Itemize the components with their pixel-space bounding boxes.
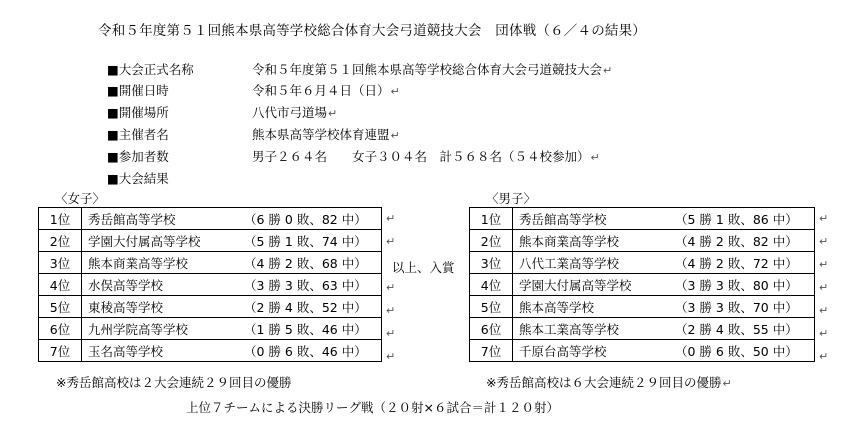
return-mark: ↵ <box>386 304 396 317</box>
school-cell: 秀岳館高等学校 （5 勝 1 敗、86 中） <box>513 208 815 230</box>
rank-cell: 6位 <box>39 318 82 340</box>
boys-results-table <box>469 207 815 362</box>
return-mark: ↵ <box>386 327 396 340</box>
rank-cell: 3位 <box>39 252 82 274</box>
return-mark: ↵ <box>819 304 829 317</box>
return-mark: ↵ <box>590 151 600 164</box>
info-value-name: 令和５年度第５１回熊本県高等学校総合体育大会弓道競技大会↵ <box>252 62 613 77</box>
return-mark: ↵ <box>386 350 396 363</box>
girls-label: 〈女子〉 <box>55 191 106 206</box>
table-row <box>470 274 815 296</box>
school-cell: 水俣高等学校 （3 勝 3 敗、63 中） <box>82 274 382 296</box>
record-text: （3 勝 3 敗、63 中） <box>244 277 367 293</box>
table-row <box>39 252 382 274</box>
table-row <box>39 340 382 362</box>
table-row <box>470 296 815 318</box>
final-league-note: 上位７チームによる決勝リーグ戦（２０射×６試合＝計１２０射） <box>186 400 559 415</box>
school-cell: 千原台高等学校 （0 勝 6 敗、50 中） <box>513 340 815 362</box>
school-cell: 熊本工業高等学校 （2 勝 4 敗、55 中） <box>513 318 815 340</box>
rank-cell: 2位 <box>39 230 82 252</box>
school-cell: 八代工業高等学校 （4 勝 2 敗、72 中） <box>513 252 815 274</box>
table-row <box>470 230 815 252</box>
girls-note: ※秀岳館高校は２大会連続２９回目の優勝 <box>56 375 292 390</box>
record-text: （0 勝 6 敗、50 中） <box>675 343 798 359</box>
return-mark: ↵ <box>386 235 396 248</box>
return-mark: ↵ <box>722 377 732 390</box>
table-row <box>470 252 815 274</box>
rank-cell: 1位 <box>39 208 82 230</box>
rank-cell: 4位 <box>39 274 82 296</box>
info-label-name: ■大会正式名称 <box>107 62 194 77</box>
return-mark: ↵ <box>390 85 400 98</box>
boys-note: ※秀岳館高校は６大会連続２９回目の優勝↵ <box>486 375 732 390</box>
record-text: （5 勝 1 敗、74 中） <box>244 233 367 249</box>
return-mark: ↵ <box>819 212 829 225</box>
school-cell: 学園大付属高等学校 （5 勝 1 敗、74 中） <box>82 230 382 252</box>
school-cell: 九州学院高等学校 （1 勝 5 敗、46 中） <box>82 318 382 340</box>
table-row <box>39 296 382 318</box>
info-label-participants: ■参加者数 <box>107 149 169 164</box>
table-row <box>470 318 815 340</box>
results-heading: ■大会結果 <box>107 171 169 186</box>
girls-results-table <box>38 207 382 362</box>
boys-label: 〈男子〉 <box>486 191 537 206</box>
record-text: （6 勝 0 敗、82 中） <box>244 211 367 227</box>
info-value-venue: 八代市弓道場↵ <box>252 105 338 120</box>
record-text: （4 勝 2 敗、82 中） <box>675 233 798 249</box>
table-row <box>39 208 382 230</box>
record-text: （5 勝 1 敗、86 中） <box>675 211 798 227</box>
school-cell: 熊本商業高等学校 （4 勝 2 敗、68 中） <box>82 252 382 274</box>
table-row <box>39 318 382 340</box>
record-text: （3 勝 3 敗、80 中） <box>675 277 798 293</box>
info-label-venue: ■開催場所 <box>107 105 169 120</box>
info-value-organizer: 熊本県高等学校体育連盟↵ <box>252 127 400 142</box>
rank-cell: 1位 <box>470 208 513 230</box>
rank-cell: 5位 <box>470 296 513 318</box>
school-cell: 玉名高等学校 （0 勝 6 敗、46 中） <box>82 340 382 362</box>
rank-cell: 3位 <box>470 252 513 274</box>
school-cell: 秀岳館高等学校 （6 勝 0 敗、82 中） <box>82 208 382 230</box>
info-value-participants: 男子２６４名 女子３０４名 計５６８名（５４校参加）↵ <box>252 149 600 164</box>
rank-cell: 4位 <box>470 274 513 296</box>
table-row <box>470 340 815 362</box>
record-text: （4 勝 2 敗、68 中） <box>244 255 367 271</box>
record-text: （1 勝 5 敗、46 中） <box>244 321 367 337</box>
school-cell: 熊本商業高等学校 （4 勝 2 敗、82 中） <box>513 230 815 252</box>
rank-cell: 5位 <box>39 296 82 318</box>
record-text: （4 勝 2 敗、72 中） <box>675 255 798 271</box>
document-title: 令和５年度第５１回熊本県高等学校総合体育大会弓道競技大会 団体戦（６／４の結果） <box>98 23 646 39</box>
rank-cell: 2位 <box>470 230 513 252</box>
record-text: （2 勝 4 敗、52 中） <box>244 299 367 315</box>
return-mark: ↵ <box>819 281 829 294</box>
table-row <box>39 274 382 296</box>
return-mark: ↵ <box>819 327 829 340</box>
record-text: （0 勝 6 敗、46 中） <box>244 343 367 359</box>
return-mark: ↵ <box>819 235 829 248</box>
return-mark: ↵ <box>819 258 829 271</box>
return-mark: ↵ <box>390 129 400 142</box>
rank-cell: 6位 <box>470 318 513 340</box>
table-row <box>470 208 815 230</box>
info-label-date: ■開催日時 <box>107 83 169 98</box>
record-text: （3 勝 3 敗、70 中） <box>675 299 798 315</box>
return-mark: ↵ <box>819 350 829 363</box>
info-value-date: 令和５年６月４日（日）↵ <box>252 83 400 98</box>
table-row <box>39 230 382 252</box>
return-mark: ↵ <box>603 64 613 77</box>
return-mark: ↵ <box>328 107 338 120</box>
rank-cell: 7位 <box>470 340 513 362</box>
school-cell: 熊本高等学校 （3 勝 3 敗、70 中） <box>513 296 815 318</box>
record-text: （2 勝 4 敗、55 中） <box>675 321 798 337</box>
return-mark: ↵ <box>386 212 396 225</box>
rank-cell: 7位 <box>39 340 82 362</box>
prize-note: 以上、入賞 <box>392 260 455 275</box>
school-cell: 学園大付属高等学校 （3 勝 3 敗、80 中） <box>513 274 815 296</box>
return-mark: ↵ <box>386 281 396 294</box>
school-cell: 東稜高等学校 （2 勝 4 敗、52 中） <box>82 296 382 318</box>
info-label-organizer: ■主催者名 <box>107 127 169 142</box>
